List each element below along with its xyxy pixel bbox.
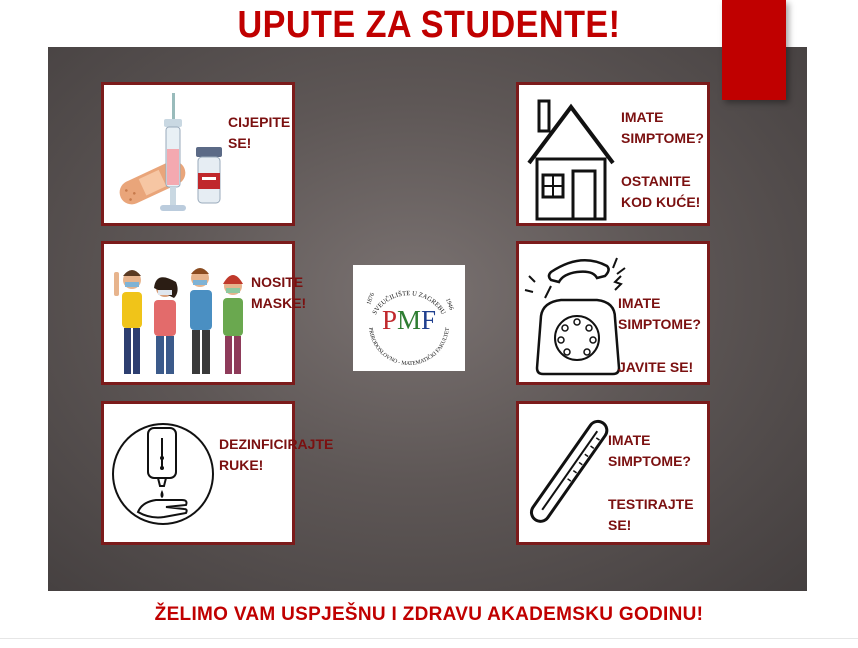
card-test	[516, 401, 710, 545]
card-call-line3: JAVITE SE!	[618, 359, 694, 375]
footer-message: ŽELIMO VAM USPJEŠNU I ZDRAVU AKADEMSKU GODINU!	[154, 604, 704, 625]
card-stay-home-line4: KOD KUĆE!	[621, 194, 701, 210]
card-call-line2: SIMPTOME?	[618, 316, 701, 332]
card-masks	[101, 241, 307, 385]
masked-people-icon	[110, 252, 250, 382]
bottom-divider	[0, 638, 858, 639]
card-stay-home-line1: IMATE	[621, 109, 664, 125]
logo-ring-bottom: PRIRODOSLOVNO - MATEMATIČKI FAKULTET	[367, 327, 451, 368]
card-call-line1: IMATE	[618, 295, 661, 311]
card-test-line3: TESTIRAJTE	[608, 496, 694, 512]
card-disinfect-line2: RUKE!	[219, 457, 264, 473]
hand-sanitizer-icon	[108, 408, 218, 538]
card-test-line4: SE!	[608, 517, 632, 533]
logo-year-right: 1946	[444, 297, 454, 311]
card-vaccinate-line2: SE!	[228, 135, 252, 151]
pmf-seal-icon	[353, 265, 465, 371]
house-icon	[523, 93, 619, 223]
telephone-icon	[521, 246, 631, 386]
card-disinfect	[101, 401, 334, 545]
pmf-logo	[353, 265, 465, 371]
card-test-line2: SIMPTOME?	[608, 453, 691, 469]
page-title: UPUTE ZA STUDENTE!	[237, 4, 621, 46]
card-stay-home-line2: SIMPTOME?	[621, 130, 704, 146]
card-test-line1: IMATE	[608, 432, 651, 448]
card-masks-line1: NOSITE	[251, 274, 304, 290]
red-accent-tab	[722, 0, 786, 100]
card-call	[516, 241, 710, 385]
card-stay-home	[516, 82, 710, 226]
card-vaccinate	[101, 82, 295, 226]
vaccine-icon	[112, 89, 232, 219]
logo-letters: PMF	[381, 305, 437, 335]
thermometer-icon	[523, 408, 613, 538]
logo-ring-top: SVEUČILIŠTE U ZAGREBU	[371, 290, 447, 317]
card-masks-line2: MASKE!	[251, 295, 307, 311]
card-disinfect-line1: DEZINFICIRAJTE	[219, 436, 334, 452]
card-stay-home-line3: OSTANITE	[621, 173, 691, 189]
logo-year-left: 1876	[366, 292, 376, 306]
card-vaccinate-line1: CIJEPITE	[228, 114, 291, 130]
